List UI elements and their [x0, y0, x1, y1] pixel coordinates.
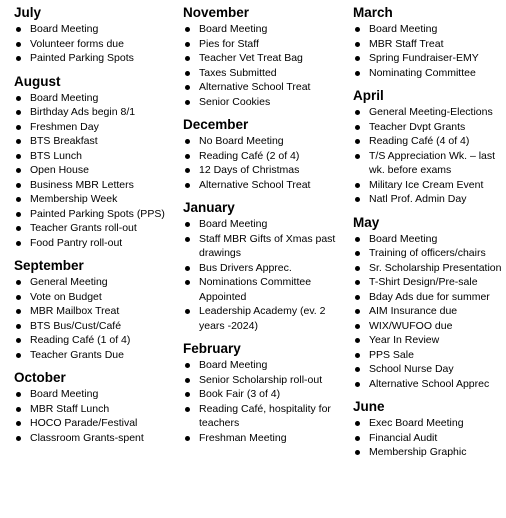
task-item	[353, 445, 506, 460]
task-text: Food Pantry roll-out	[30, 236, 123, 249]
bullet-icon	[185, 407, 190, 412]
task-item	[183, 95, 348, 110]
bullet-icon	[185, 436, 190, 441]
month-title: May	[353, 214, 380, 230]
task-item	[14, 22, 174, 37]
task-item	[183, 402, 348, 431]
bullet-icon	[185, 139, 190, 144]
task-text: Board Meeting	[30, 388, 99, 400]
bullet-icon	[185, 378, 190, 383]
task-item	[183, 275, 348, 304]
task-item	[353, 290, 506, 305]
task-item	[14, 178, 174, 193]
task-item	[353, 134, 506, 149]
task-item	[183, 134, 348, 149]
task-item	[183, 232, 348, 261]
bullet-icon	[16, 212, 21, 217]
task-list	[183, 22, 348, 109]
task-item	[353, 377, 506, 392]
task-item	[353, 275, 506, 290]
bullet-icon	[16, 183, 21, 188]
task-item	[14, 134, 174, 149]
bullet-icon	[16, 421, 21, 426]
month-section	[183, 341, 348, 445]
task-item	[14, 387, 174, 402]
bullet-icon	[355, 450, 360, 455]
bullet-icon	[185, 309, 190, 314]
bullet-icon	[355, 125, 360, 130]
bullet-icon	[355, 309, 360, 314]
bullet-icon	[185, 168, 190, 173]
task-list	[183, 358, 348, 445]
task-item	[14, 192, 174, 207]
task-item	[353, 246, 506, 261]
task-list	[14, 275, 174, 362]
month-section	[183, 5, 348, 109]
task-text: Open House	[30, 164, 89, 176]
bullet-icon	[185, 42, 190, 47]
task-item	[14, 120, 174, 135]
bullet-icon	[185, 266, 190, 271]
task-text: Painted Parking Spots	[30, 52, 134, 64]
task-text: Vote on Budget	[30, 290, 102, 303]
bullet-icon	[355, 183, 360, 188]
task-text: Freshman Meeting	[199, 431, 287, 444]
task-item	[353, 416, 506, 431]
task-text: Board Meeting	[199, 359, 268, 371]
task-text: Bus Drivers Apprec.	[199, 261, 292, 274]
task-item	[14, 221, 174, 236]
task-text: Taxes Submitted	[199, 66, 277, 79]
month-section	[353, 88, 506, 207]
task-text: HOCO Parade/Festival	[30, 417, 138, 429]
bullet-icon	[185, 392, 190, 397]
bullet-icon	[185, 100, 190, 105]
bullet-icon	[16, 42, 21, 47]
bullet-icon	[16, 353, 21, 358]
bullet-icon	[185, 280, 190, 285]
task-item	[14, 304, 174, 319]
bullet-icon	[185, 183, 190, 188]
task-list	[14, 91, 174, 251]
task-text: Military Ice Cream Event	[369, 178, 484, 191]
bullet-icon	[355, 27, 360, 32]
task-text: PPS Sale	[369, 348, 414, 361]
bullet-icon	[355, 71, 360, 76]
task-text: Leadership Academy (ev. 2 years -2024)	[199, 305, 326, 332]
task-item	[353, 232, 506, 247]
bullet-icon	[16, 407, 21, 412]
bullet-icon	[355, 367, 360, 372]
month-section	[14, 258, 174, 362]
bullet-icon	[16, 280, 21, 285]
column-3	[353, 5, 506, 468]
task-text: BTS Breakfast	[30, 135, 98, 147]
task-text: Freshmen Day	[30, 120, 99, 133]
task-item	[14, 348, 174, 363]
task-item	[183, 178, 348, 193]
task-item	[353, 431, 506, 446]
bullet-icon	[355, 110, 360, 115]
task-item	[14, 163, 174, 178]
bullet-icon	[16, 226, 21, 231]
task-text: Natl Prof. Admin Day	[369, 193, 467, 205]
task-item	[14, 91, 174, 106]
month-title: February	[183, 341, 241, 356]
task-item	[183, 304, 348, 333]
bullet-icon	[355, 154, 360, 159]
month-section	[353, 215, 506, 392]
month-section	[183, 117, 348, 192]
bullet-icon	[185, 56, 190, 61]
task-list	[353, 105, 506, 207]
task-item	[353, 66, 506, 81]
bullet-icon	[355, 197, 360, 202]
task-text: Teacher Dvpt Grants	[369, 120, 466, 133]
task-item	[353, 348, 506, 363]
task-item	[183, 387, 348, 402]
task-text: Board Meeting	[30, 91, 99, 104]
task-text: Training of officers/chairs	[369, 247, 486, 259]
task-text: Board Meeting	[369, 23, 438, 35]
task-list	[353, 232, 506, 392]
task-text: Teacher Vet Treat Bag	[199, 52, 303, 64]
bullet-icon	[16, 392, 21, 397]
task-text: Membership Graphic	[369, 446, 467, 458]
task-item	[14, 37, 174, 52]
task-item	[183, 358, 348, 373]
task-text: BTS Lunch	[30, 149, 82, 162]
task-text: Senior Scholarship roll-out	[199, 373, 323, 386]
task-text: Pies for Staff	[199, 37, 259, 50]
task-item	[183, 51, 348, 66]
task-item	[14, 51, 174, 66]
bullet-icon	[185, 154, 190, 159]
task-item	[353, 333, 506, 348]
month-section	[14, 74, 174, 251]
bullet-icon	[355, 436, 360, 441]
task-text: General Meeting	[30, 276, 108, 288]
bullet-icon	[16, 125, 21, 130]
task-text: Board Meeting	[369, 232, 438, 245]
task-item	[353, 120, 506, 135]
task-text: Board Meeting	[199, 218, 268, 230]
task-item	[14, 105, 174, 120]
task-text: Birthday Ads begin 8/1	[30, 106, 136, 118]
task-item	[353, 22, 506, 37]
task-text: No Board Meeting	[199, 135, 284, 147]
task-text: Reading Café, hospitality for teachers	[199, 402, 331, 429]
bullet-icon	[355, 295, 360, 300]
task-list	[14, 22, 174, 66]
bullet-icon	[355, 353, 360, 358]
bullet-icon	[355, 42, 360, 47]
task-item	[183, 373, 348, 388]
task-item	[353, 178, 506, 193]
task-item	[353, 37, 506, 52]
task-item	[14, 431, 174, 446]
month-title: January	[183, 200, 235, 215]
month-section	[353, 5, 506, 80]
bullet-icon	[355, 251, 360, 256]
task-text: Senior Cookies	[199, 95, 271, 108]
bullet-icon	[16, 154, 21, 159]
task-item	[14, 319, 174, 334]
bullet-icon	[185, 222, 190, 227]
month-title: August	[14, 73, 61, 89]
task-item	[183, 217, 348, 232]
bullet-icon	[355, 237, 360, 242]
task-text: Board Meeting	[199, 23, 268, 35]
task-text: Financial Audit	[369, 431, 438, 444]
task-text: Reading Café (2 of 4)	[199, 149, 300, 162]
bullet-icon	[16, 27, 21, 32]
column-1	[14, 5, 174, 453]
task-item	[353, 51, 506, 66]
task-item	[183, 163, 348, 178]
task-text: Classroom Grants-spent	[30, 431, 144, 444]
task-text: Nominating Committee	[369, 66, 476, 79]
task-list	[353, 416, 506, 460]
task-item	[14, 333, 174, 348]
task-text: MBR Staff Treat	[369, 37, 444, 50]
task-text: Volunteer forms due	[30, 37, 124, 50]
month-title: July	[14, 5, 42, 20]
task-text: Sr. Scholarship Presentation	[369, 261, 502, 274]
task-text: Staff MBR Gifts of Xmas past drawings	[199, 232, 336, 259]
bullet-icon	[355, 139, 360, 144]
task-text: School Nurse Day	[369, 363, 454, 375]
bullet-icon	[16, 241, 21, 246]
task-list	[353, 22, 506, 80]
bullet-icon	[355, 421, 360, 426]
task-item	[14, 207, 174, 222]
task-text: Board Meeting	[30, 23, 99, 35]
task-text: WIX/WUFOO due	[369, 319, 453, 332]
bullet-icon	[16, 324, 21, 329]
bullet-icon	[355, 266, 360, 271]
month-title: April	[353, 88, 384, 103]
task-item	[14, 275, 174, 290]
task-text: 12 Days of Christmas	[199, 164, 300, 176]
month-title: June	[353, 399, 385, 414]
task-item	[353, 261, 506, 276]
task-text: Alternative School Treat	[199, 81, 311, 93]
task-text: T/S Appreciation Wk. – last wk. before exams	[369, 149, 496, 176]
bullet-icon	[16, 338, 21, 343]
task-text: Reading Café (1 of 4)	[30, 334, 131, 346]
task-item	[14, 149, 174, 164]
task-item	[183, 149, 348, 164]
task-text: Business MBR Letters	[30, 178, 134, 191]
month-section	[14, 5, 174, 66]
month-section	[14, 370, 174, 445]
task-text: Nominations Committee Appointed	[199, 276, 312, 303]
column-2	[183, 5, 348, 453]
task-item	[14, 236, 174, 251]
bullet-icon	[355, 382, 360, 387]
task-text: General Meeting-Elections	[369, 106, 493, 118]
bullet-icon	[16, 56, 21, 61]
task-text: Painted Parking Spots (PPS)	[30, 207, 165, 220]
task-item	[183, 261, 348, 276]
task-item	[14, 402, 174, 417]
task-text: Teacher Grants Due	[30, 348, 124, 361]
task-item	[353, 149, 506, 178]
task-text: Year In Review	[369, 334, 440, 346]
task-item	[183, 80, 348, 95]
task-text: Teacher Grants roll-out	[30, 222, 137, 234]
month-section	[183, 200, 348, 333]
task-text: Alternative School Treat	[199, 178, 311, 191]
task-text: Exec Board Meeting	[369, 417, 464, 429]
task-item	[183, 22, 348, 37]
task-text: Membership Week	[30, 193, 118, 205]
task-list	[183, 217, 348, 333]
task-item	[183, 431, 348, 446]
bullet-icon	[355, 338, 360, 343]
month-title: October	[14, 370, 66, 385]
task-item	[353, 304, 506, 319]
task-item	[183, 37, 348, 52]
bullet-icon	[16, 197, 21, 202]
bullet-icon	[16, 309, 21, 314]
bullet-icon	[16, 139, 21, 144]
task-text: BTS Bus/Cust/Café	[30, 319, 122, 332]
bullet-icon	[355, 56, 360, 61]
task-text: MBR Staff Lunch	[30, 402, 110, 415]
month-section	[353, 399, 506, 460]
month-title: March	[353, 5, 393, 20]
task-text: Spring Fundraiser-EMY	[369, 52, 479, 64]
task-item	[353, 362, 506, 377]
bullet-icon	[185, 85, 190, 90]
task-text: Bday Ads due for summer	[369, 290, 490, 303]
month-title: November	[183, 5, 250, 20]
bullet-icon	[16, 295, 21, 300]
task-list	[183, 134, 348, 192]
bullet-icon	[16, 110, 21, 115]
bullet-icon	[355, 324, 360, 329]
task-item	[353, 319, 506, 334]
task-text: T-Shirt Design/Pre-sale	[369, 276, 478, 288]
task-text: Reading Café (4 of 4)	[369, 135, 470, 147]
bullet-icon	[185, 27, 190, 32]
bullet-icon	[185, 237, 190, 242]
month-title: September	[14, 258, 84, 273]
bullet-icon	[16, 436, 21, 441]
task-list	[14, 387, 174, 445]
bullet-icon	[355, 280, 360, 285]
task-item	[353, 105, 506, 120]
task-text: AIM Insurance due	[369, 305, 458, 317]
bullet-icon	[185, 71, 190, 76]
task-item	[353, 192, 506, 207]
task-item	[183, 66, 348, 81]
task-text: Book Fair (3 of 4)	[199, 388, 281, 400]
task-item	[14, 290, 174, 305]
bullet-icon	[16, 168, 21, 173]
task-text: MBR Mailbox Treat	[30, 305, 120, 317]
bullet-icon	[185, 363, 190, 368]
task-item	[14, 416, 174, 431]
bullet-icon	[16, 96, 21, 101]
task-text: Alternative School Apprec	[369, 377, 490, 390]
month-title: December	[183, 117, 249, 132]
